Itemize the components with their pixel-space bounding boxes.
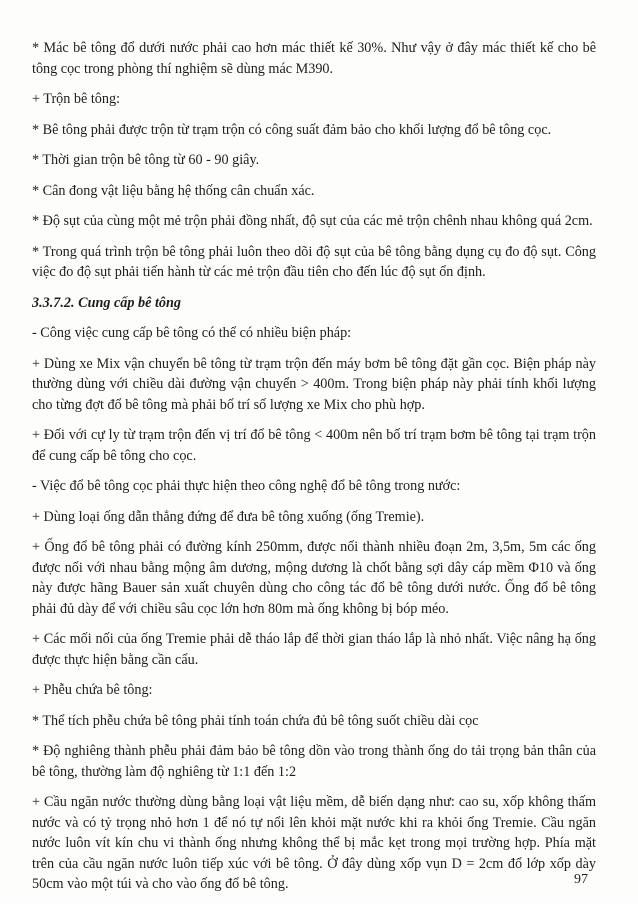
paragraph-pipe-diameter: + Ống đổ bê tông phải có đường kính 250mm, được nối thành nhiều đoạn 2m, 3,5m, 5m các ống được nối với nhau bằng mộng âm dương, mộng dương là chốt bằng sợi dây cáp mềm Φ10 và ống này được hãng Bauer sản xuất chuyên dùng cho công tác đổ bê tông dưới nước. Ống đổ bê tông phải đủ dày để với chiều sâu cọc lớn hơn 80m mà ống không bị bóp méo. [32,539,596,617]
page-body [32,38,596,905]
paragraph-mixing-plant: * Bê tông phải được trộn từ trạm trộn có công suất đảm bảo cho khối lượng đổ bê tông cọc. [32,121,552,138]
page-number: 97 [574,872,588,887]
paragraph-hopper-heading: + Phễu chứa bê tông: [32,682,153,698]
paragraph-tremie-pipe: + Dùng loại ống dẫn thẳng đứng để đưa bê tông xuống (ống Tremie). [32,508,425,525]
paragraph-water-plug: + Cầu ngăn nước thường dùng bằng loại vật liệu mềm, dễ biến dạng như: cao su, xốp không thấm nước và có tỷ trọng nhỏ hơn 1 để nó tự nổi lên khỏi mặt nước khi ra khỏi ống Tremie. Cầu ngăn nước luôn vít kín chu vi thành ống nhưng không thể bị mắc kẹt trong mọi trường hợp. Phía mặt trên của cầu ngăn nước luôn tiếp xúc với bê tông. Ở đây dùng xốp vụn D = 2cm đổ lớp xốp dày 50cm vào một túi và cho vào ống đổ bê tông. [32,794,596,892]
paragraph-hopper-volume: * Thể tích phễu chứa bê tông phải tính toán chứa đủ bê tông suốt chiều dài cọc [32,712,479,729]
paragraph-hopper-slope: * Độ nghiêng thành phễu phải đảm bảo bê tông dồn vào trong thành ống do tải trọng bản thân của bê tông, thường làm độ nghiêng từ 1:1 đến 1:2 [32,743,596,780]
paragraph-slump-uniform: * Độ sụt của cùng một mẻ trộn phải đồng nhất, độ sụt của các mẻ trộn chênh nhau không quá 2cm. [32,213,593,229]
paragraph-pipe-joints: + Các mối nối của ống Tremie phải dễ tháo lắp để thời gian tháo lắp là nhỏ nhất. Việc nâng hạ ống được thực hiện bằng cần cẩu. [32,631,596,668]
paragraph-mix-truck: + Dùng xe Mix vận chuyển bê tông từ trạm trộn đến máy bơm bê tông đặt gần cọc. Biện pháp này thường dùng với chiều dài đường vận chuyển > 400m. Trong biện pháp này phải tính khối lượng cho từng đợt đổ bê tông mà phải bố trí số lượng xe Mix cho phù hợp. [32,355,596,413]
section-heading: 3.3.7.2. Cung cấp bê tông [32,294,181,311]
paragraph-mixing-time: * Thời gian trộn bê tông từ 60 - 90 giây. [32,152,260,168]
paragraph-mixing-heading: + Trộn bê tông: [32,91,121,107]
paragraph-concrete-grade: * Mác bê tông đổ dưới nước phải cao hơn mác thiết kế 30%. Như vậy ở đây mác thiết kế cho bê tông cọc trong phòng thí nghiệm sẽ dùng mác M390. [32,40,596,77]
paragraph-short-distance: + Đối với cự ly từ trạm trộn đến vị trí đổ bê tông < 400m nên bố trí trạm bơm bê tông tại trạm trộn để cung cấp bê tông cho cọc. [32,427,596,464]
paragraph-supply-methods: - Công việc cung cấp bê tông có thể có nhiều biện pháp: [32,325,352,341]
paragraph-weighing: * Cân đong vật liệu bằng hệ thống cân chuẩn xác. [32,182,315,199]
paragraph-slump-monitoring: * Trong quá trình trộn bê tông phải luôn theo dõi độ sụt của bê tông bằng dụng cụ đo độ sụt. Công việc đo độ sụt phải tiến hành từ các mẻ trộn đầu tiên cho đến lúc độ sụt ổn định. [32,243,596,280]
paragraph-underwater-pouring: - Việc đổ bê tông cọc phải thực hiện theo công nghệ đổ bê tông trong nước: [32,478,461,494]
